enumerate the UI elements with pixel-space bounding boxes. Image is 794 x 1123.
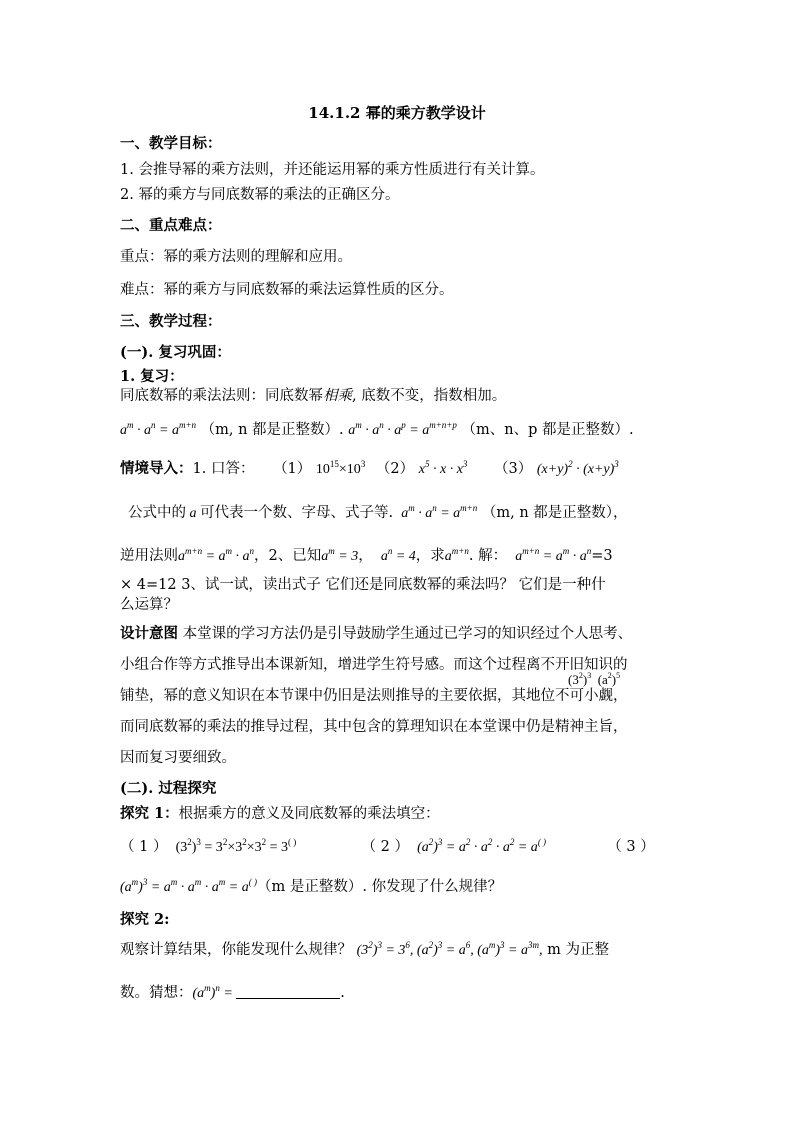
- section-heading-objectives: 一、教学目标：: [120, 135, 222, 152]
- question-2-expression: $x^5 \cdot x \cdot x^3$: [418, 459, 468, 477]
- emphasis-text: 相乘: [323, 388, 352, 404]
- exploration-1-line: 探究 1：根据乘方的意义及同底数幂的乘法填空：: [120, 805, 440, 822]
- overlay-expression: $(3^2)^3$ $(a^2)^5$: [568, 671, 621, 687]
- question-3-expression: $(x+y)^2 \cdot (x+y)^3$: [536, 459, 619, 477]
- section-heading-process: 三、教学过程：: [120, 313, 222, 330]
- answer-blank: [236, 986, 340, 999]
- exploration-1-exercises: （ 1 ） $(3^2)^3 = 3^2\times 3^2\times 3^2 = 3^{( )}$ （ 2 ） $(a^2)^3 = a^2 \cdot a^2 \cdot a^2 = a^{( )}$ （ 3 ）: [120, 837, 655, 855]
- difficulty-text: 难点：幂的乘方与同底数幂的乘法运算性质的区分。: [120, 282, 454, 298]
- reverse-rule-continuation: × 4=12 3、试一试，读出式子 它们还是同底数幂的乘法吗？ 它们是一种什: [120, 577, 606, 593]
- design-intent-line-4: 而同底数幂的乘法的推导过程，其中包含的算理知识在本堂课中仍是精神主旨，: [120, 719, 628, 735]
- design-intent-line-2: 小组合作等方式推导出本课新知，增进学生符号感。而这个过程离不开旧知识的: [120, 657, 628, 673]
- question-1-expression: $10^{15}\times 10^3$: [315, 459, 366, 477]
- design-intent-line-3: 铺垫，幂的意义知识在本节课中仍旧是法则推导的主要依据，其地位不可小觑，: [120, 688, 628, 704]
- exploration-2-line: 观察计算结果，你能发现什么规律？ $(3^2)^3 = 3^6$, $(a^2)^3 = a^6$, $(a^m)^3 = a^{3m}$, m 为正整: [120, 940, 609, 958]
- reverse-rule-line: 逆用法则$a^{m+n} = a^m \cdot a^n$，2、已知$a^m = 3$， $a^n = 4$，求$a^{m+n}$. 解： $a^{m+n} = a^m \cdot a^n=3$: [120, 546, 613, 564]
- exercise-3-line: $(a^m)^3 = a^m \cdot a^m \cdot a^m = a^{( )}(m$ 是正整数）. 你发现了什么规律？: [120, 877, 503, 895]
- exercise-2-expression: $(a^2)^3 = a^2 \cdot a^2 \cdot a^2 = a^{( )}$: [413, 837, 547, 855]
- guess-line: 数。猜想：$(a^m)^n$ = .: [120, 983, 345, 1001]
- section-heading-key-points: 二、重点难点：: [120, 217, 222, 234]
- key-point-text: 重点：幂的乘方法则的理解和应用。: [120, 249, 352, 265]
- exercise-1-expression: $(3^2)^3 = 3^2\times 3^2\times 3^2 = 3^{( )}$: [172, 837, 297, 855]
- subsection-exploration: (二). 过程探究: [120, 780, 217, 797]
- scenario-line: 情境导入：1. 口答： （1） $10^{15}\times 10^3$ （2） $x^5 \cdot x \cdot x^3$ （3） $(x+y)^2 \cdot (x+y)^3$: [120, 459, 619, 477]
- formula-product-rule: $a^m \cdot a^n = a^{m+n}$: [120, 420, 197, 438]
- reverse-rule-continuation-2: 么运算？: [120, 597, 178, 613]
- page-title: 14.1.2 幂的乘方教学设计: [308, 104, 486, 122]
- objective-item-1: 1. 会推导幂的乘方法则，并还能运用幂的乘方性质进行有关计算。: [120, 162, 545, 178]
- subsection-review: (一). 复习巩固：: [120, 344, 231, 361]
- design-intent-line-1: 设计意图 本堂课的学习方法仍是引导鼓励学生通过已学习的知识经过个人思考、: [120, 625, 633, 642]
- review-heading: 1. 复习：: [120, 368, 184, 385]
- multiplication-rule: 同底数幂的乘法法则：同底数幂相乘, 底数不变，指数相加。: [120, 388, 507, 404]
- design-intent-line-5: 因而复习要细致。: [120, 750, 236, 766]
- formula-triple-product: $a^m \cdot a^n \cdot a^p = a^{m+n+p}$: [348, 420, 457, 438]
- exercise-3-expression: $(a^m)^3 = a^m \cdot a^m \cdot a^m = a^{( )}$: [120, 877, 257, 895]
- objective-item-2: 2. 幂的乘方与同底数幂的乘法的正确区分。: [120, 187, 400, 203]
- exploration-2-label: 探究 2:: [120, 911, 170, 928]
- exploration-2-results: $(3^2)^3 = 3^6$, $(a^2)^3 = a^6$, $(a^m)^3 = a^{3m}$,: [356, 940, 543, 958]
- formula-variable-line: 公式中的 a 可代表一个数、字母、式子等. $a^m \cdot a^n = a^{m+n}$ （m, n 都是正整数），: [128, 503, 628, 521]
- formula-line-1: $a^m \cdot a^n = a^{m+n}$ （m, n 都是正整数）. $a^m \cdot a^n \cdot a^p = a^{m+n+p}$ （m、n、p 都是正整数）.: [120, 420, 634, 438]
